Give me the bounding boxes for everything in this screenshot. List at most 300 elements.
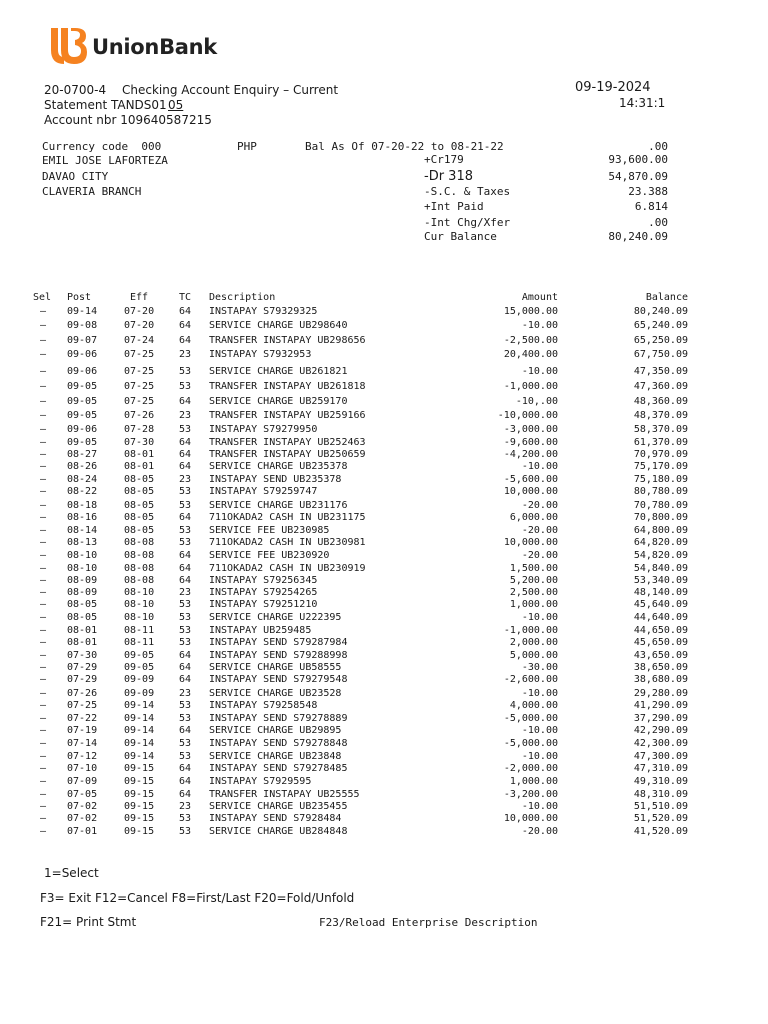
row-amount: -20.00 [521, 500, 558, 511]
row-tc: 53 [179, 366, 192, 377]
row-select[interactable]: – [40, 801, 47, 812]
row-amount: -2,500.00 [503, 335, 558, 346]
row-eff-date: 08-10 [124, 599, 155, 610]
row-amount: -20.00 [521, 826, 558, 837]
row-select[interactable]: – [40, 662, 47, 673]
row-post-date: 08-10 [67, 563, 98, 574]
row-description: INSTAPAY S7932953 [209, 349, 312, 360]
row-post-date: 07-12 [67, 751, 98, 762]
row-balance: 54,840.09 [633, 563, 688, 574]
row-balance: 41,290.09 [633, 700, 688, 711]
row-eff-date: 09-15 [124, 763, 155, 774]
currency-code: Currency code 000 [42, 140, 162, 153]
table-row [0, 381, 768, 394]
row-description: SERVICE CHARGE UB29895 [209, 725, 342, 736]
row-eff-date: 09-14 [124, 725, 155, 736]
summary-line-value: 54,870.09 [608, 170, 668, 183]
row-select[interactable]: – [40, 738, 47, 749]
row-description: 711OKADA2 CASH IN UB230919 [209, 563, 366, 574]
table-row [0, 550, 768, 563]
row-description: INSTAPAY SEND S79278848 [209, 738, 348, 749]
row-select[interactable]: – [40, 335, 47, 346]
row-post-date: 07-02 [67, 801, 98, 812]
row-balance: 70,780.09 [633, 500, 688, 511]
row-eff-date: 09-15 [124, 776, 155, 787]
row-tc: 64 [179, 725, 192, 736]
row-description: SERVICE CHARGE UB23528 [209, 688, 342, 699]
row-post-date: 07-26 [67, 688, 98, 699]
table-row [0, 776, 768, 789]
row-select[interactable]: – [40, 674, 47, 685]
row-eff-date: 08-08 [124, 575, 155, 586]
col-balance: Balance [645, 292, 688, 303]
row-tc: 64 [179, 789, 192, 800]
row-eff-date: 07-25 [124, 366, 155, 377]
row-description: SERVICE CHARGE UB23848 [209, 751, 342, 762]
row-tc: 53 [179, 826, 192, 837]
row-balance: 80,240.09 [633, 306, 688, 317]
row-amount: -5,000.00 [503, 713, 558, 724]
row-description: INSTAPAY SEND S79278485 [209, 763, 348, 774]
row-tc: 64 [179, 335, 192, 346]
row-select[interactable]: – [40, 381, 47, 392]
row-balance: 67,750.09 [633, 349, 688, 360]
row-eff-date: 07-20 [124, 320, 155, 331]
row-post-date: 08-26 [67, 461, 98, 472]
row-post-date: 07-19 [67, 725, 98, 736]
row-tc: 64 [179, 650, 192, 661]
row-eff-date: 08-08 [124, 563, 155, 574]
row-select[interactable]: – [40, 813, 47, 824]
row-description: INSTAPAY SEND S79278889 [209, 713, 348, 724]
table-row [0, 486, 768, 499]
row-select[interactable]: – [40, 349, 47, 360]
row-balance: 70,970.09 [633, 449, 688, 460]
row-description: TRANSFER INSTAPAY UB250659 [209, 449, 366, 460]
row-post-date: 07-10 [67, 763, 98, 774]
row-description: INSTAPAY SEND S79279548 [209, 674, 348, 685]
row-amount: -1,000.00 [503, 625, 558, 636]
row-balance: 51,510.09 [633, 801, 688, 812]
row-description: SERVICE CHARGE U222395 [209, 612, 342, 623]
row-description: SERVICE CHARGE UB284848 [209, 826, 348, 837]
row-select[interactable]: – [40, 713, 47, 724]
row-amount: -10,000.00 [497, 410, 558, 421]
row-post-date: 08-10 [67, 550, 98, 561]
row-amount: 10,000.00 [503, 537, 558, 548]
row-description: SERVICE CHARGE UB298640 [209, 320, 348, 331]
row-select[interactable]: – [40, 637, 47, 648]
table-row [0, 512, 768, 525]
row-post-date: 08-27 [67, 449, 98, 460]
row-select[interactable]: – [40, 650, 47, 661]
row-tc: 23 [179, 349, 192, 360]
row-tc: 53 [179, 625, 192, 636]
row-select[interactable]: – [40, 437, 47, 448]
row-description: INSTAPAY SEND S79287984 [209, 637, 348, 648]
row-select[interactable]: – [40, 512, 47, 523]
row-tc: 53 [179, 738, 192, 749]
row-amount: -10.00 [521, 751, 558, 762]
row-tc: 23 [179, 688, 192, 699]
row-balance: 47,310.09 [633, 763, 688, 774]
row-amount: 2,500.00 [509, 587, 558, 598]
row-description: INSTAPAY S79254265 [209, 587, 318, 598]
row-amount: -1,000.00 [503, 381, 558, 392]
row-select[interactable]: – [40, 751, 47, 762]
row-select[interactable]: – [40, 320, 47, 331]
function-keys[interactable]: F3= Exit F12=Cancel F8=First/Last F20=Fold/Unfold [40, 891, 355, 905]
row-tc: 53 [179, 525, 192, 536]
row-tc: 23 [179, 474, 192, 485]
row-balance: 51,520.09 [633, 813, 688, 824]
summary-line-label: +Cr179 [424, 153, 464, 166]
row-amount: 5,200.00 [509, 575, 558, 586]
row-post-date: 09-05 [67, 381, 98, 392]
row-description: TRANSFER INSTAPAY UB261818 [209, 381, 366, 392]
row-balance: 38,680.09 [633, 674, 688, 685]
table-row [0, 306, 768, 319]
row-select[interactable]: – [40, 449, 47, 460]
row-post-date: 07-25 [67, 700, 98, 711]
row-amount: -2,000.00 [503, 763, 558, 774]
balance-as-of-value: .00 [648, 140, 668, 153]
row-select[interactable]: – [40, 612, 47, 623]
row-post-date: 09-05 [67, 437, 98, 448]
row-select[interactable]: – [40, 500, 47, 511]
row-post-date: 08-14 [67, 525, 98, 536]
row-balance: 47,360.09 [633, 381, 688, 392]
row-post-date: 08-05 [67, 612, 98, 623]
reload-description-key[interactable]: F23/Reload Enterprise Description [319, 916, 538, 929]
unionbank-logo [48, 26, 224, 66]
row-amount: -30.00 [521, 662, 558, 673]
summary-line-value: 6.814 [634, 200, 668, 213]
row-eff-date: 07-25 [124, 381, 155, 392]
row-eff-date: 08-05 [124, 474, 155, 485]
row-amount: -3,000.00 [503, 424, 558, 435]
row-balance: 49,310.09 [633, 776, 688, 787]
row-balance: 45,650.09 [633, 637, 688, 648]
summary-line-label: Cur Balance [424, 230, 497, 243]
row-balance: 75,170.09 [633, 461, 688, 472]
row-select[interactable]: – [40, 461, 47, 472]
row-balance: 44,650.09 [633, 625, 688, 636]
row-balance: 65,250.09 [633, 335, 688, 346]
row-eff-date: 08-10 [124, 612, 155, 623]
row-eff-date: 08-08 [124, 550, 155, 561]
col-tc: TC [179, 292, 192, 303]
row-tc: 53 [179, 637, 192, 648]
row-description: INSTAPAY S79258548 [209, 700, 318, 711]
summary-line-value: .00 [648, 216, 668, 229]
row-description: TRANSFER INSTAPAY UB252463 [209, 437, 366, 448]
unionbank-logo-icon [48, 26, 88, 66]
row-tc: 64 [179, 512, 192, 523]
row-amount: -10.00 [521, 461, 558, 472]
row-amount: 5,000.00 [509, 650, 558, 661]
summary-line-label: -Dr 318 [424, 169, 473, 184]
row-post-date: 08-01 [67, 625, 98, 636]
row-tc: 64 [179, 763, 192, 774]
row-tc: 53 [179, 612, 192, 623]
row-description: INSTAPAY S79279950 [209, 424, 318, 435]
row-tc: 53 [179, 537, 192, 548]
row-post-date: 09-06 [67, 366, 98, 377]
row-amount: 1,000.00 [509, 599, 558, 610]
row-eff-date: 08-01 [124, 449, 155, 460]
row-eff-date: 08-05 [124, 512, 155, 523]
row-post-date: 08-13 [67, 537, 98, 548]
table-row [0, 410, 768, 423]
col-amount: Amount [521, 292, 558, 303]
row-select[interactable]: – [40, 366, 47, 377]
row-balance: 75,180.09 [633, 474, 688, 485]
col-description: Description [209, 292, 276, 303]
row-balance: 65,240.09 [633, 320, 688, 331]
row-amount: 4,000.00 [509, 700, 558, 711]
row-post-date: 09-06 [67, 349, 98, 360]
row-select[interactable]: – [40, 776, 47, 787]
row-select[interactable]: – [40, 424, 47, 435]
row-select[interactable]: – [40, 763, 47, 774]
customer-name: EMIL JOSE LAFORTEZA [42, 154, 168, 167]
row-tc: 64 [179, 674, 192, 685]
row-amount: -20.00 [521, 550, 558, 561]
row-post-date: 09-05 [67, 396, 98, 407]
row-post-date: 07-09 [67, 776, 98, 787]
page-title: Checking Account Enquiry – Current [122, 83, 339, 97]
row-amount: -10.00 [521, 612, 558, 623]
row-post-date: 08-05 [67, 599, 98, 610]
row-post-date: 07-14 [67, 738, 98, 749]
row-tc: 53 [179, 381, 192, 392]
row-tc: 64 [179, 449, 192, 460]
row-balance: 48,360.09 [633, 396, 688, 407]
row-eff-date: 09-09 [124, 674, 155, 685]
header-date: 09-19-2024 [575, 80, 651, 95]
row-eff-date: 09-14 [124, 751, 155, 762]
row-description: SERVICE CHARGE UB231176 [209, 500, 348, 511]
row-amount: 2,000.00 [509, 637, 558, 648]
row-amount: 10,000.00 [503, 813, 558, 824]
row-amount: -3,200.00 [503, 789, 558, 800]
table-row [0, 320, 768, 333]
row-amount: -10.00 [521, 688, 558, 699]
summary-line-value: 93,600.00 [608, 153, 668, 166]
row-tc: 53 [179, 713, 192, 724]
row-select[interactable]: – [40, 789, 47, 800]
row-select[interactable]: – [40, 625, 47, 636]
row-post-date: 07-22 [67, 713, 98, 724]
row-eff-date: 07-24 [124, 335, 155, 346]
row-tc: 53 [179, 599, 192, 610]
row-balance: 80,780.09 [633, 486, 688, 497]
row-select[interactable]: – [40, 410, 47, 421]
table-header [0, 292, 768, 305]
print-statement-key[interactable]: F21= Print Stmt [40, 915, 137, 929]
row-balance: 58,370.09 [633, 424, 688, 435]
row-tc: 23 [179, 801, 192, 812]
table-row [0, 612, 768, 625]
row-post-date: 09-05 [67, 410, 98, 421]
table-row [0, 461, 768, 474]
table-row [0, 738, 768, 751]
row-select[interactable]: – [40, 550, 47, 561]
row-eff-date: 07-30 [124, 437, 155, 448]
table-row [0, 366, 768, 379]
table-row [0, 725, 768, 738]
row-eff-date: 07-25 [124, 396, 155, 407]
row-description: INSTAPAY UB259485 [209, 625, 312, 636]
row-amount: -9,600.00 [503, 437, 558, 448]
row-eff-date: 07-28 [124, 424, 155, 435]
row-select[interactable]: – [40, 306, 47, 317]
row-tc: 23 [179, 587, 192, 598]
row-balance: 42,290.09 [633, 725, 688, 736]
row-select[interactable]: – [40, 599, 47, 610]
row-description: 711OKADA2 CASH IN UB230981 [209, 537, 366, 548]
row-amount: 15,000.00 [503, 306, 558, 317]
row-balance: 43,650.09 [633, 650, 688, 661]
row-select[interactable]: – [40, 486, 47, 497]
screen-code: 20-0700-4 [44, 83, 107, 97]
row-amount: -10.00 [521, 320, 558, 331]
table-row [0, 674, 768, 687]
row-eff-date: 09-14 [124, 713, 155, 724]
row-balance: 41,520.09 [633, 826, 688, 837]
brand-name: UnionBank [92, 35, 217, 59]
row-select[interactable]: – [40, 587, 47, 598]
row-eff-date: 09-05 [124, 662, 155, 673]
row-tc: 53 [179, 813, 192, 824]
row-eff-date: 09-14 [124, 738, 155, 749]
row-balance: 47,300.09 [633, 751, 688, 762]
row-amount: -2,600.00 [503, 674, 558, 685]
table-row [0, 599, 768, 612]
col-sel: Sel [33, 292, 52, 303]
row-tc: 64 [179, 396, 192, 407]
row-eff-date: 08-11 [124, 637, 155, 648]
row-description: TRANSFER INSTAPAY UB25555 [209, 789, 360, 800]
row-balance: 64,820.09 [633, 537, 688, 548]
row-post-date: 08-09 [67, 587, 98, 598]
row-tc: 53 [179, 486, 192, 497]
row-post-date: 07-30 [67, 650, 98, 661]
row-post-date: 08-01 [67, 637, 98, 648]
row-select[interactable]: – [40, 525, 47, 536]
row-amount: -10.00 [521, 725, 558, 736]
table-row [0, 813, 768, 826]
row-post-date: 07-29 [67, 662, 98, 673]
row-eff-date: 08-01 [124, 461, 155, 472]
col-post: Post [67, 292, 92, 303]
customer-city: DAVAO CITY [42, 170, 109, 183]
row-amount: 10,000.00 [503, 486, 558, 497]
row-select[interactable]: – [40, 575, 47, 586]
row-description: SERVICE CHARGE UB261821 [209, 366, 348, 377]
row-eff-date: 08-08 [124, 537, 155, 548]
row-balance: 42,300.09 [633, 738, 688, 749]
row-select[interactable]: – [40, 563, 47, 574]
row-tc: 53 [179, 500, 192, 511]
row-balance: 61,370.09 [633, 437, 688, 448]
row-amount: -10.00 [521, 801, 558, 812]
row-select[interactable]: – [40, 688, 47, 699]
row-post-date: 07-29 [67, 674, 98, 685]
row-balance: 47,350.09 [633, 366, 688, 377]
row-eff-date: 08-05 [124, 525, 155, 536]
row-post-date: 09-07 [67, 335, 98, 346]
row-description: SERVICE CHARGE UB259170 [209, 396, 348, 407]
row-eff-date: 07-25 [124, 349, 155, 360]
row-post-date: 08-16 [67, 512, 98, 523]
row-post-date: 09-06 [67, 424, 98, 435]
row-description: SERVICE CHARGE UB235378 [209, 461, 348, 472]
table-row [0, 349, 768, 362]
row-tc: 64 [179, 437, 192, 448]
row-select[interactable]: – [40, 700, 47, 711]
row-eff-date: 09-15 [124, 826, 155, 837]
row-tc: 53 [179, 700, 192, 711]
row-post-date: 08-22 [67, 486, 98, 497]
row-select[interactable]: – [40, 537, 47, 548]
row-post-date: 07-05 [67, 789, 98, 800]
row-description: TRANSFER INSTAPAY UB298656 [209, 335, 366, 346]
row-balance: 48,140.09 [633, 587, 688, 598]
row-balance: 29,280.09 [633, 688, 688, 699]
row-eff-date: 08-05 [124, 486, 155, 497]
statement-suffix: 05 [168, 98, 184, 112]
row-select[interactable]: – [40, 474, 47, 485]
row-select[interactable]: – [40, 826, 47, 837]
row-post-date: 08-18 [67, 500, 98, 511]
row-description: INSTAPAY S79251210 [209, 599, 318, 610]
row-post-date: 09-08 [67, 320, 98, 331]
row-tc: 64 [179, 662, 192, 673]
row-eff-date: 09-14 [124, 700, 155, 711]
row-tc: 64 [179, 550, 192, 561]
row-balance: 45,640.09 [633, 599, 688, 610]
row-balance: 53,340.09 [633, 575, 688, 586]
table-row [0, 637, 768, 650]
row-description: 711OKADA2 CASH IN UB231175 [209, 512, 366, 523]
row-tc: 23 [179, 410, 192, 421]
row-amount: -20.00 [521, 525, 558, 536]
select-hint: 1=Select [44, 866, 99, 880]
row-tc: 64 [179, 575, 192, 586]
row-eff-date: 08-11 [124, 625, 155, 636]
row-eff-date: 08-10 [124, 587, 155, 598]
summary-line-value: 80,240.09 [608, 230, 668, 243]
row-select[interactable]: – [40, 725, 47, 736]
row-select[interactable]: – [40, 396, 47, 407]
row-balance: 64,800.09 [633, 525, 688, 536]
row-eff-date: 07-26 [124, 410, 155, 421]
customer-branch: CLAVERIA BRANCH [42, 185, 142, 198]
row-amount: 20,400.00 [503, 349, 558, 360]
row-description: SERVICE FEE UB230920 [209, 550, 330, 561]
table-row [0, 763, 768, 776]
row-description: SERVICE CHARGE UB58555 [209, 662, 342, 673]
summary-line-label: -S.C. & Taxes [424, 185, 511, 198]
row-tc: 53 [179, 424, 192, 435]
row-tc: 64 [179, 320, 192, 331]
summary-line-label: -Int Chg/Xfer [424, 216, 511, 229]
summary-line-label: +Int Paid [424, 200, 484, 213]
row-post-date: 07-01 [67, 826, 98, 837]
row-amount: -10,.00 [515, 396, 558, 407]
